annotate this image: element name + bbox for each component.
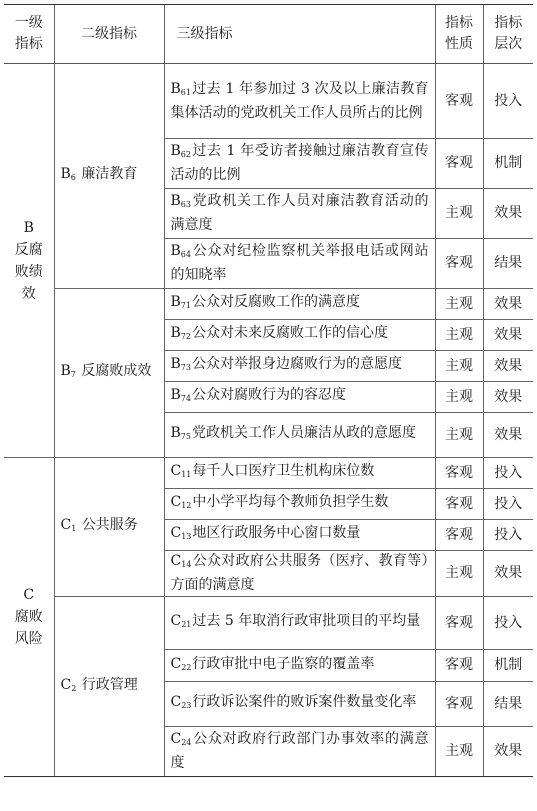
level1-label: C 腐败 风险 xyxy=(14,587,43,647)
level3-code: $B_{73}$ xyxy=(170,356,191,372)
level3-indicator xyxy=(164,682,435,727)
level3-text: 公众对未来反腐败工作的信心度 xyxy=(191,325,388,341)
table-row xyxy=(4,597,533,650)
level2-name: 反腐败成效 xyxy=(76,363,152,379)
nature-cell: 主观 xyxy=(435,320,483,351)
level2-code: $C_1$ xyxy=(60,517,77,533)
tier-cell: 投入 xyxy=(483,489,533,520)
tier-cell: 机制 xyxy=(483,650,533,682)
level3-indicator xyxy=(164,382,435,413)
nature-cell: 客观 xyxy=(435,682,483,727)
level3-code: $B_{71}$ xyxy=(170,294,191,310)
level3-indicator xyxy=(164,289,435,320)
table-body xyxy=(4,64,533,777)
tier-cell: 投入 xyxy=(483,64,533,139)
table-row xyxy=(4,64,533,139)
level3-code: $C_{22}$ xyxy=(170,655,192,672)
tier-cell: 效果 xyxy=(483,727,533,777)
level2-cell xyxy=(54,64,164,289)
tier-cell: 效果 xyxy=(483,551,533,597)
nature-cell: 客观 xyxy=(435,597,483,650)
level3-indicator xyxy=(164,64,435,139)
level1-label: B 反腐 败绩 效 xyxy=(14,219,43,302)
level2-cell xyxy=(54,289,164,458)
level3-text: 公众对反腐败工作的满意度 xyxy=(191,294,360,310)
indicator-table xyxy=(4,4,533,777)
nature-cell: 客观 xyxy=(435,239,483,289)
level3-code: $B_{72}$ xyxy=(170,325,191,341)
level3-text: 公众对政府行政部门办事效率的满意度 xyxy=(170,731,429,771)
nature-cell: 主观 xyxy=(435,382,483,413)
level3-code: $C_{23}$ xyxy=(170,694,192,710)
tier-cell: 结果 xyxy=(483,239,533,289)
level3-text: 行政审批中电子监察的覆盖率 xyxy=(192,655,375,672)
level3-code: $C_{11}$ xyxy=(170,463,192,479)
level3-indicator xyxy=(164,239,435,289)
level3-indicator xyxy=(164,597,435,650)
nature-cell: 客观 xyxy=(435,520,483,551)
level2-cell xyxy=(54,597,164,777)
level2-code: $C_2$ xyxy=(60,676,77,693)
level1-cell xyxy=(4,64,54,458)
nature-cell: 客观 xyxy=(435,489,483,520)
tier-cell: 效果 xyxy=(483,189,533,239)
level3-text: 公众对政府公共服务（医疗、教育等）方面的满意度 xyxy=(170,553,429,593)
level3-indicator xyxy=(164,351,435,382)
level3-text: 公众对纪检监察机关举报电话或网站的知晓率 xyxy=(170,243,429,283)
level3-code: $B_{75}$ xyxy=(170,425,191,441)
level3-code: $C_{14}$ xyxy=(170,553,192,569)
nature-cell: 客观 xyxy=(435,650,483,682)
level3-text: 公众对腐败行为的容忍度 xyxy=(191,387,346,403)
level2-name: 公共服务 xyxy=(77,517,138,533)
level3-text: 行政诉讼案件的败诉案件数量变化率 xyxy=(192,694,417,710)
level3-indicator xyxy=(164,489,435,520)
level3-indicator xyxy=(164,458,435,489)
tier-cell: 投入 xyxy=(483,520,533,551)
level3-text: 过去 1 年受访者接触过廉洁教育宣传活动的比例 xyxy=(170,143,429,183)
nature-cell: 主观 xyxy=(435,551,483,597)
level3-indicator xyxy=(164,139,435,189)
level3-code: $B_{61}$ xyxy=(170,80,191,97)
level1-cell xyxy=(4,458,54,777)
tier-cell: 效果 xyxy=(483,289,533,320)
level3-text: 公众对举报身边腐败行为的意愿度 xyxy=(191,356,402,372)
table-row xyxy=(4,289,533,320)
level3-code: $B_{63}$ xyxy=(170,193,191,209)
level3-code: $C_{13}$ xyxy=(170,525,192,541)
header-level1: 一级 指标 xyxy=(4,5,54,64)
level3-indicator xyxy=(164,413,435,458)
level3-indicator xyxy=(164,551,435,597)
nature-cell: 客观 xyxy=(435,64,483,139)
level3-text: 党政机关工作人员对廉洁教育活动的满意度 xyxy=(170,193,429,233)
header-nature: 指标 性质 xyxy=(435,5,483,64)
nature-cell: 主观 xyxy=(435,413,483,458)
level3-code: $B_{74}$ xyxy=(170,387,191,403)
level3-code: $C_{24}$ xyxy=(170,731,192,747)
level2-cell xyxy=(54,458,164,597)
tier-cell: 效果 xyxy=(483,351,533,382)
level2-name: 行政管理 xyxy=(77,676,138,693)
tier-cell: 结果 xyxy=(483,682,533,727)
table-header xyxy=(4,5,533,64)
nature-cell: 主观 xyxy=(435,351,483,382)
table-row xyxy=(4,458,533,489)
nature-cell: 主观 xyxy=(435,289,483,320)
tier-cell: 效果 xyxy=(483,413,533,458)
header-tier: 指标 层次 xyxy=(483,5,533,64)
level3-indicator xyxy=(164,189,435,239)
level2-code: $B_6$ xyxy=(60,166,76,182)
level3-code: $B_{64}$ xyxy=(170,243,191,259)
level2-name: 廉洁教育 xyxy=(76,166,138,182)
tier-cell: 效果 xyxy=(483,382,533,413)
level2-code: $B_7$ xyxy=(60,363,76,379)
level3-indicator xyxy=(164,320,435,351)
level3-text: 过去 5 年取消行政审批项目的平均量 xyxy=(192,613,421,629)
level3-code: $B_{62}$ xyxy=(170,143,191,159)
header-level3: 三级指标 xyxy=(164,5,435,64)
tier-cell: 投入 xyxy=(483,597,533,650)
nature-cell: 主观 xyxy=(435,189,483,239)
level3-code: $C_{12}$ xyxy=(170,494,192,510)
level3-text: 过去 1 年参加过 3 次及以上廉洁教育集体活动的党政机关工作人员所占的比例 xyxy=(170,80,429,121)
nature-cell: 客观 xyxy=(435,458,483,489)
level3-text: 每千人口医疗卫生机构床位数 xyxy=(192,463,375,479)
level3-text: 党政机关工作人员廉洁从政的意愿度 xyxy=(191,425,416,441)
level3-indicator xyxy=(164,727,435,777)
level3-indicator xyxy=(164,650,435,682)
nature-cell: 客观 xyxy=(435,139,483,189)
header-level2: 二级指标 xyxy=(54,5,164,64)
tier-cell: 机制 xyxy=(483,139,533,189)
level3-indicator xyxy=(164,520,435,551)
level3-text: 中小学平均每个教师负担学生数 xyxy=(192,494,389,510)
nature-cell: 主观 xyxy=(435,727,483,777)
level3-code: $C_{21}$ xyxy=(170,613,192,629)
level3-text: 地区行政服务中心窗口数量 xyxy=(192,525,361,541)
tier-cell: 效果 xyxy=(483,320,533,351)
tier-cell: 投入 xyxy=(483,458,533,489)
